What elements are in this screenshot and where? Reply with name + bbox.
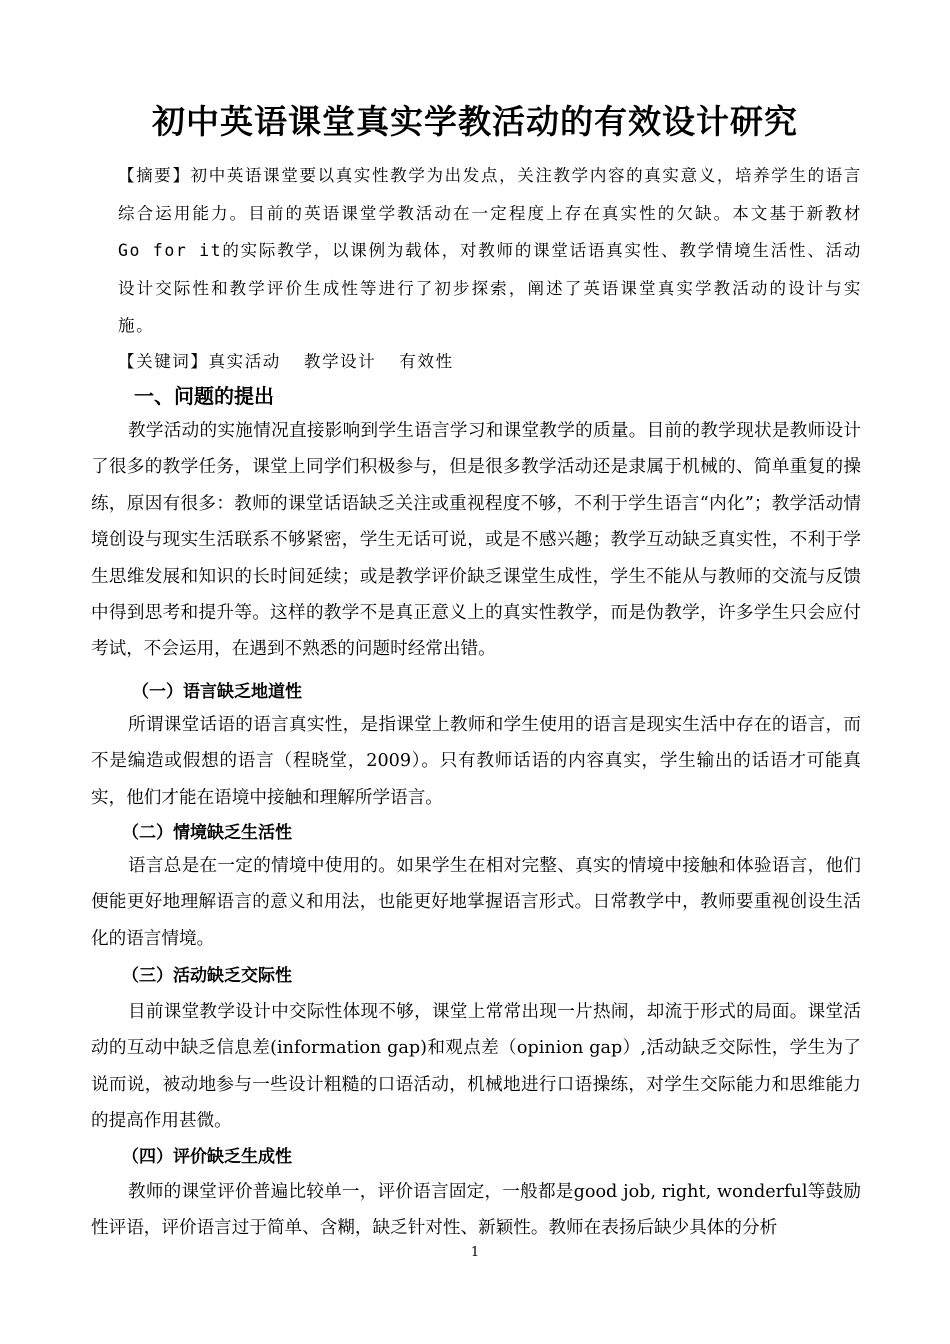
section-heading-1: 一、问题的提出 [134, 384, 274, 408]
abstract: 【摘要】初中英语课堂要以真实性教学为出发点，关注教学内容的真实意义，培养学生的语言综合运用能力。目前的英语课堂学教活动在一定程度上存在真实性的欠缺。本文基于新教材Go for it的实际教学，以课例为载体，对教师的课堂话语真实性、教学情境生活性、活动设计交际性和教学评价生成性等进行了初步探索，阐述了英语课堂真实学教活动的设计与实施。 [118, 166, 862, 335]
subsection-heading-1: （一）语言缺乏地道性 [132, 682, 302, 702]
paper-title: 初中英语课堂真实学教活动的有效设计研究 [152, 102, 798, 141]
subsection-paragraph-4: 教师的课堂评价普遍比较单一，评价语言固定，一般都是good job, right, wonderful等鼓励性评语，评价语言过于简单、含糊，缺乏针对性、新颖性。教师在表扬后缺少具体的分析 [91, 1182, 861, 1239]
keywords: 【关键词】真实活动 教学设计 有效性 [118, 352, 454, 371]
subsection-paragraph-1: 所谓课堂话语的语言真实性，是指课堂上教师和学生使用的语言是现实生活中存在的语言，而不是编造或假想的语言（程晓堂，2009）。只有教师话语的内容真实，学生输出的话语才可能真实，他们才能在语境中接触和理解所学语言。 [91, 715, 861, 808]
section-intro-paragraph: 教学活动的实施情况直接影响到学生语言学习和课堂教学的质量。目前的教学现状是教师设计了很多的教学任务，课堂上同学们积极参与，但是很多教学活动还是隶属于机械的、简单重复的操练，原因有很多：教师的课堂话语缺乏关注或重视程度不够，不利于学生语言“内化”；教学活动情境创设与现实生活联系不够紧密，学生无话可说，或是不感兴趣；教学互动缺乏真实性，不利于学生思维发展和知识的长时间延续；或是教学评价缺乏课堂生成性，学生不能从与教师的交流与反馈中得到思考和提升等。这样的教学不是真正意义上的真实性教学，而是伪教学，许多学生只会应付考试，不会运用，在遇到不熟悉的问题时经常出错。 [91, 421, 861, 660]
subsection-heading-3: （三）活动缺乏交际性 [122, 966, 292, 986]
subsection-paragraph-2: 语言总是在一定的情境中使用的。如果学生在相对完整、真实的情境中接触和体验语言，他们便能更好地理解语言的意义和用法，也能更好地掌握语言形式。日常教学中，教师要重视创设生活化的语言情境。 [91, 856, 861, 949]
subsection-heading-2: （二）情境缺乏生活性 [122, 823, 292, 843]
subsection-paragraph-3: 目前课堂教学设计中交际性体现不够，课堂上常常出现一片热闹，却流于形式的局面。课堂活动的互动中缺乏信息差(information gap)和观点差（opinion gap）,活动缺乏交际性，学生为了说而说，被动地参与一些设计粗糙的口语活动，机械地进行口语操练，对学生交际能力和思维能力的提高作用甚微。 [91, 1002, 861, 1132]
page-number: 1 [470, 1245, 480, 1260]
subsection-heading-4: （四）评价缺乏生成性 [122, 1147, 292, 1167]
